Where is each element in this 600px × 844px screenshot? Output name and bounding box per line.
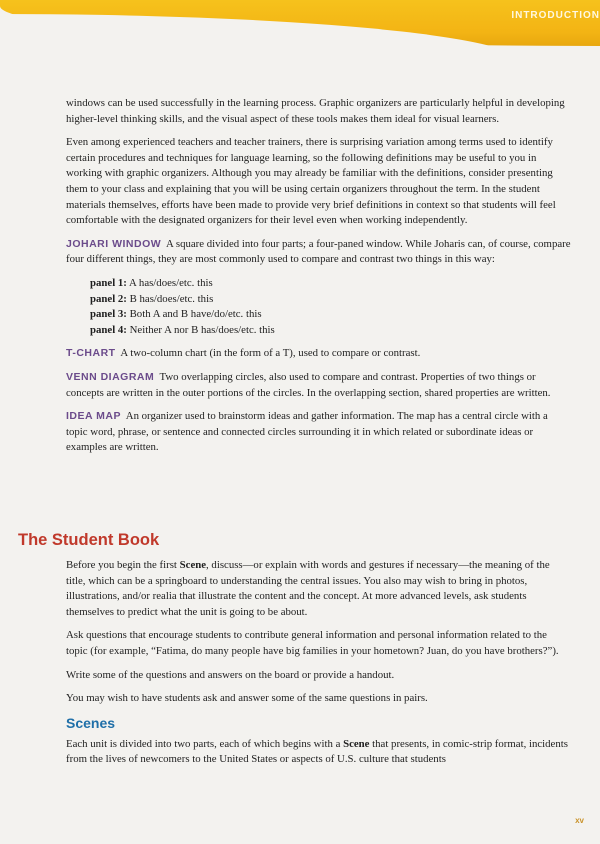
definition-idea-map-text: An organizer used to brainstorm ideas and gather information. The map has a central circle with a topic word, phrase, or sentence and connected circles surrounding it in which related or subordinate ideas or examples are written. xyxy=(66,410,548,454)
definition-johari-text: A square divided into four parts; a four-paned window. While Joharis can, of course, compare four different things, they are most commonly used to compare and contrast two things in this way: xyxy=(66,237,571,266)
definition-idea-map xyxy=(66,409,571,456)
paragraph-student-book-1: Before you begin the first Scene, discuss—or explain with words and gestures if necessary—the meaning of the title, which can be a springboard to understanding the central issues. You also may wish to bring in photos, illustrations, and/or realia that illustrate the content and the concept. At more advanced levels, ask students themselves to predict what the unit is going to be about. xyxy=(66,559,550,618)
list-item: panel 3: Both A and B have/do/etc. this xyxy=(90,308,262,321)
term-t-chart: T-CHART xyxy=(66,347,116,360)
student-book-content xyxy=(66,558,571,776)
paragraph-student-book-2: Ask questions that encourage students to contribute general information and personal information related to the topic (for example, “Fatima, do many people have big families in your hometown? Juan, do you have brothers?”). xyxy=(66,629,559,657)
paragraph-student-book-3: Write some of the questions and answers on the board or provide a handout. xyxy=(66,668,395,681)
definition-venn-text: Two overlapping circles, also used to compare and contrast. Properties of two things or concepts are written in the outer portions of the circles. In the overlapping section, shared properties are written. xyxy=(66,370,551,399)
definition-venn xyxy=(66,370,571,401)
list-item: panel 4: Neither A nor B has/does/etc. this xyxy=(90,323,275,336)
main-content xyxy=(66,96,571,464)
panel-list xyxy=(90,276,571,338)
section-tab: INTRODUCTION xyxy=(511,10,600,21)
definition-tchart xyxy=(66,346,571,362)
page-number: xv xyxy=(575,816,584,825)
definition-johari xyxy=(66,237,571,268)
term-venn-diagram: VENN DIAGRAM xyxy=(66,370,155,383)
term-johari-window: JOHARI WINDOW xyxy=(66,237,162,250)
paragraph-intro: windows can be used successfully in the learning process. Graphic organizers are particularly helpful in developing higher-level thinking skills, and the visual aspect of these tools makes them ideal for visual learners. xyxy=(66,97,565,125)
term-idea-map: IDEA MAP xyxy=(66,410,121,423)
definition-tchart-text: A two-column chart (in the form of a T), used to compare or contrast. xyxy=(120,347,421,360)
list-item: panel 1: A has/does/etc. this xyxy=(90,276,213,289)
paragraph-definitions-intro: Even among experienced teachers and teacher trainers, there is surprising variation among terms used to identify certain procedures and techniques for language learning, so the following definitions may be useful to you in working with graphic organizers. Although you may already be familiar with the definitions, consider presenting them to your class and explaining that you will be using certain organizers throughout the term. In the student materials themselves, efforts have been made to provide very brief definitions in context so that students will feel comfortable with the designated organizers for their level even when working independently. xyxy=(66,136,556,227)
paragraph-student-book-4: You may wish to have students ask and answer some of the same questions in pairs. xyxy=(66,692,428,705)
heading-scenes: Scenes xyxy=(66,714,116,731)
heading-student-book: The Student Book xyxy=(18,531,160,549)
list-item: panel 2: B has/does/etc. this xyxy=(90,292,214,305)
paragraph-scenes-1: Each unit is divided into two parts, each of which begins with a Scene that presents, in comic-strip format, incidents from the lives of newcomers to the United States or aspects of U.S. culture that students xyxy=(66,737,568,766)
